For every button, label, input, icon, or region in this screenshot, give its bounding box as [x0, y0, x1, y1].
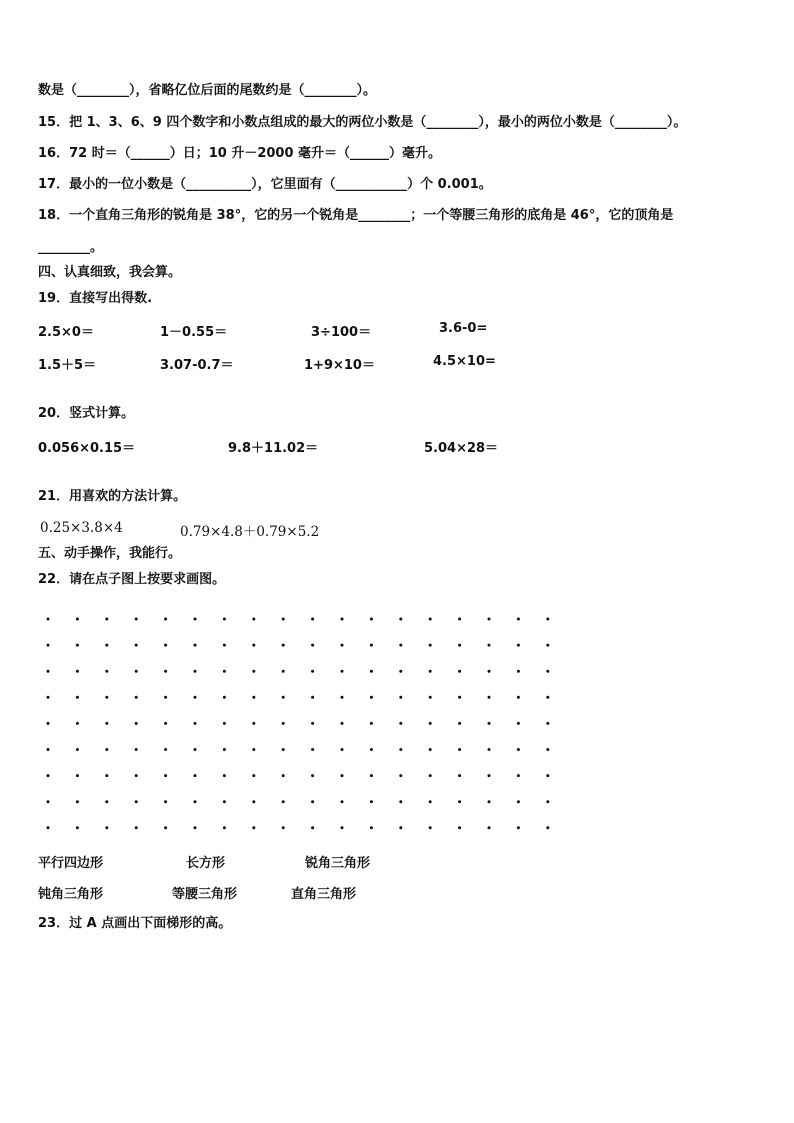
grid-dot[interactable]	[282, 800, 285, 803]
grid-dot[interactable]	[194, 748, 197, 751]
grid-dot[interactable]	[223, 748, 226, 751]
q19-item: 3÷100＝	[311, 325, 372, 340]
grid-dot[interactable]	[546, 644, 549, 647]
q21-item: 0.79×4.8＋0.79×5.2	[180, 524, 320, 540]
grid-dot[interactable]	[341, 696, 344, 699]
grid-dot[interactable]	[429, 800, 432, 803]
grid-dot[interactable]	[341, 722, 344, 725]
question-17: 17．最小的一位小数是（__________），它里面有（___________）个 0.001。	[38, 177, 492, 192]
grid-dot[interactable]	[282, 618, 285, 621]
grid-dot[interactable]	[105, 800, 108, 803]
grid-dot[interactable]	[282, 722, 285, 725]
grid-dot[interactable]	[311, 800, 314, 803]
grid-dot[interactable]	[517, 748, 520, 751]
grid-dot[interactable]	[517, 722, 520, 725]
q19-item: 1－0.55＝	[160, 325, 228, 340]
grid-dot[interactable]	[341, 826, 344, 829]
grid-dot[interactable]	[546, 774, 549, 777]
grid-dot[interactable]	[311, 826, 314, 829]
grid-dot[interactable]	[458, 800, 461, 803]
grid-dot[interactable]	[517, 644, 520, 647]
grid-dot[interactable]	[47, 618, 50, 621]
grid-dot[interactable]	[399, 800, 402, 803]
grid-dot[interactable]	[252, 774, 255, 777]
grid-dot[interactable]	[546, 696, 549, 699]
grid-dot[interactable]	[429, 826, 432, 829]
grid-dot[interactable]	[223, 774, 226, 777]
grid-dot[interactable]	[517, 696, 520, 699]
shape-label-acute-triangle: 锐角三角形	[305, 856, 371, 871]
grid-dot[interactable]	[341, 618, 344, 621]
question-22: 22．请在点子图上按要求画图。	[38, 572, 226, 587]
q21-item: 0.25×3.8×4	[40, 520, 123, 536]
grid-dot[interactable]	[341, 774, 344, 777]
question-21: 21．用喜欢的方法计算。	[38, 489, 187, 504]
grid-dot[interactable]	[370, 748, 373, 751]
grid-dot[interactable]	[105, 670, 108, 673]
grid-dot[interactable]	[282, 644, 285, 647]
grid-dot[interactable]	[341, 800, 344, 803]
q14-continuation: 数是（________），省略亿位后面的尾数约是（________）。	[38, 83, 377, 98]
question-15: 15．把 1、3、6、9 四个数字和小数点组成的最大的两位小数是（________），最小的两位小数是（________）。	[38, 115, 687, 130]
grid-dot[interactable]	[105, 826, 108, 829]
q20-item: 0.056×0.15＝	[38, 441, 136, 456]
grid-dot[interactable]	[282, 826, 285, 829]
grid-dot[interactable]	[517, 670, 520, 673]
grid-dot[interactable]	[370, 696, 373, 699]
grid-dot[interactable]	[517, 826, 520, 829]
grid-dot[interactable]	[47, 800, 50, 803]
grid-dot[interactable]	[546, 826, 549, 829]
grid-dot[interactable]	[282, 774, 285, 777]
grid-dot[interactable]	[135, 748, 138, 751]
grid-dot[interactable]	[546, 722, 549, 725]
grid-dot[interactable]	[76, 800, 79, 803]
grid-dot[interactable]	[76, 644, 79, 647]
grid-dot[interactable]	[135, 644, 138, 647]
grid-dot[interactable]	[135, 800, 138, 803]
grid-dot[interactable]	[164, 774, 167, 777]
shape-label-parallelogram: 平行四边形	[38, 856, 104, 871]
grid-dot[interactable]	[76, 722, 79, 725]
grid-dot[interactable]	[311, 670, 314, 673]
grid-dot[interactable]	[76, 748, 79, 751]
grid-dot[interactable]	[194, 722, 197, 725]
grid-dot[interactable]	[194, 696, 197, 699]
grid-dot[interactable]	[47, 696, 50, 699]
q20-item: 9.8＋11.02＝	[228, 441, 319, 456]
grid-dot[interactable]	[223, 800, 226, 803]
grid-dot[interactable]	[252, 618, 255, 621]
grid-dot[interactable]	[194, 618, 197, 621]
grid-dot[interactable]	[429, 722, 432, 725]
section-5-heading: 五、动手操作，我能行。	[38, 546, 182, 561]
grid-dot[interactable]	[223, 696, 226, 699]
grid-dot[interactable]	[370, 800, 373, 803]
grid-dot[interactable]	[252, 644, 255, 647]
grid-dot[interactable]	[458, 670, 461, 673]
grid-dot[interactable]	[458, 696, 461, 699]
grid-dot[interactable]	[488, 722, 491, 725]
grid-dot[interactable]	[370, 618, 373, 621]
grid-dot[interactable]	[399, 696, 402, 699]
grid-dot[interactable]	[488, 800, 491, 803]
grid-dot[interactable]	[223, 670, 226, 673]
grid-dot[interactable]	[399, 774, 402, 777]
grid-dot[interactable]	[194, 670, 197, 673]
grid-dot[interactable]	[429, 748, 432, 751]
q19-item: 3.07-0.7＝	[160, 358, 234, 373]
grid-dot[interactable]	[135, 618, 138, 621]
grid-dot[interactable]	[164, 826, 167, 829]
grid-dot[interactable]	[311, 696, 314, 699]
grid-dot[interactable]	[164, 748, 167, 751]
grid-dot[interactable]	[76, 696, 79, 699]
question-16: 16．72 时＝（______）日；10 升－2000 毫升＝（______）毫升。	[38, 146, 442, 161]
grid-dot[interactable]	[341, 670, 344, 673]
grid-dot[interactable]	[429, 696, 432, 699]
grid-dot[interactable]	[105, 644, 108, 647]
grid-dot[interactable]	[370, 670, 373, 673]
grid-dot[interactable]	[252, 826, 255, 829]
grid-dot[interactable]	[488, 826, 491, 829]
grid-dot[interactable]	[546, 618, 549, 621]
q19-item: 3.6-0=	[439, 321, 488, 336]
grid-dot[interactable]	[105, 774, 108, 777]
grid-dot[interactable]	[399, 670, 402, 673]
grid-dot[interactable]	[458, 748, 461, 751]
grid-dot[interactable]	[546, 670, 549, 673]
grid-dot[interactable]	[164, 696, 167, 699]
grid-dot[interactable]	[223, 826, 226, 829]
grid-dot[interactable]	[517, 774, 520, 777]
grid-dot[interactable]	[135, 670, 138, 673]
grid-dot[interactable]	[223, 618, 226, 621]
question-19: 19．直接写出得数.	[38, 291, 153, 306]
q20-item: 5.04×28＝	[424, 441, 499, 456]
grid-dot[interactable]	[194, 644, 197, 647]
q19-item: 1.5＋5＝	[38, 358, 97, 373]
section-4-heading: 四、认真细致，我会算。	[38, 265, 182, 280]
question-20: 20．竖式计算。	[38, 406, 135, 421]
grid-dot[interactable]	[76, 670, 79, 673]
grid-dot[interactable]	[135, 774, 138, 777]
grid-dot[interactable]	[458, 722, 461, 725]
grid-dot[interactable]	[76, 774, 79, 777]
grid-dot[interactable]	[194, 800, 197, 803]
grid-dot[interactable]	[341, 644, 344, 647]
grid-dot[interactable]	[311, 774, 314, 777]
grid-dot[interactable]	[458, 618, 461, 621]
grid-dot[interactable]	[546, 800, 549, 803]
grid-dot[interactable]	[399, 748, 402, 751]
grid-dot[interactable]	[47, 722, 50, 725]
grid-dot[interactable]	[223, 722, 226, 725]
q19-item: 1+9×10＝	[304, 358, 375, 373]
grid-dot[interactable]	[164, 722, 167, 725]
grid-dot[interactable]	[164, 644, 167, 647]
grid-dot[interactable]	[399, 644, 402, 647]
grid-dot[interactable]	[370, 644, 373, 647]
shape-label-rectangle: 长方形	[186, 856, 226, 871]
grid-dot[interactable]	[105, 748, 108, 751]
grid-dot[interactable]	[370, 774, 373, 777]
grid-dot[interactable]	[458, 774, 461, 777]
grid-dot[interactable]	[252, 722, 255, 725]
q19-item: 4.5×10=	[433, 354, 496, 369]
question-18-line1: 18．一个直角三角形的锐角是 38°，它的另一个锐角是________；一个等腰三角形的底角是 46°，它的顶角是	[38, 208, 674, 223]
grid-dot[interactable]	[399, 722, 402, 725]
grid-dot[interactable]	[488, 696, 491, 699]
grid-dot[interactable]	[458, 644, 461, 647]
grid-dot[interactable]	[488, 618, 491, 621]
shape-label-obtuse-triangle: 钝角三角形	[38, 887, 104, 902]
grid-dot[interactable]	[458, 826, 461, 829]
grid-dot[interactable]	[517, 618, 520, 621]
grid-dot[interactable]	[399, 618, 402, 621]
grid-dot[interactable]	[517, 800, 520, 803]
grid-dot[interactable]	[105, 722, 108, 725]
grid-dot[interactable]	[76, 826, 79, 829]
grid-dot[interactable]	[282, 670, 285, 673]
grid-dot[interactable]	[47, 748, 50, 751]
grid-dot[interactable]	[194, 826, 197, 829]
grid-dot[interactable]	[164, 618, 167, 621]
grid-dot[interactable]	[164, 800, 167, 803]
grid-dot[interactable]	[105, 618, 108, 621]
grid-dot[interactable]	[311, 748, 314, 751]
grid-dot[interactable]	[164, 670, 167, 673]
grid-dot[interactable]	[546, 748, 549, 751]
grid-dot[interactable]	[429, 670, 432, 673]
grid-dot[interactable]	[370, 826, 373, 829]
grid-dot[interactable]	[252, 748, 255, 751]
grid-dot[interactable]	[47, 644, 50, 647]
shape-label-isosceles-triangle: 等腰三角形	[172, 887, 238, 902]
grid-dot[interactable]	[47, 826, 50, 829]
grid-dot[interactable]	[76, 618, 79, 621]
grid-dot[interactable]	[135, 722, 138, 725]
grid-dot[interactable]	[399, 826, 402, 829]
grid-dot[interactable]	[135, 696, 138, 699]
grid-dot[interactable]	[429, 618, 432, 621]
grid-dot[interactable]	[135, 826, 138, 829]
grid-dot[interactable]	[429, 644, 432, 647]
grid-dot[interactable]	[488, 774, 491, 777]
grid-dot[interactable]	[311, 618, 314, 621]
grid-dot[interactable]	[488, 644, 491, 647]
grid-dot[interactable]	[223, 644, 226, 647]
grid-dot[interactable]	[282, 748, 285, 751]
grid-dot[interactable]	[429, 774, 432, 777]
grid-dot[interactable]	[252, 696, 255, 699]
grid-dot[interactable]	[282, 696, 285, 699]
grid-dot[interactable]	[194, 774, 197, 777]
grid-dot[interactable]	[252, 800, 255, 803]
grid-dot[interactable]	[370, 722, 373, 725]
grid-dot[interactable]	[252, 670, 255, 673]
grid-dot[interactable]	[47, 670, 50, 673]
question-23: 23．过 A 点画出下面梯形的高。	[38, 916, 232, 931]
q19-item: 2.5×0＝	[38, 325, 94, 340]
shapes-row-2	[0, 883, 794, 901]
grid-dot[interactable]	[488, 748, 491, 751]
grid-dot[interactable]	[105, 696, 108, 699]
shape-label-right-triangle: 直角三角形	[291, 887, 357, 902]
grid-dot[interactable]	[311, 644, 314, 647]
question-18-line2: ________。	[38, 240, 104, 255]
grid-dot[interactable]	[341, 748, 344, 751]
grid-dot[interactable]	[311, 722, 314, 725]
grid-dot[interactable]	[488, 670, 491, 673]
grid-dot[interactable]	[47, 774, 50, 777]
shapes-row-1	[0, 852, 794, 870]
